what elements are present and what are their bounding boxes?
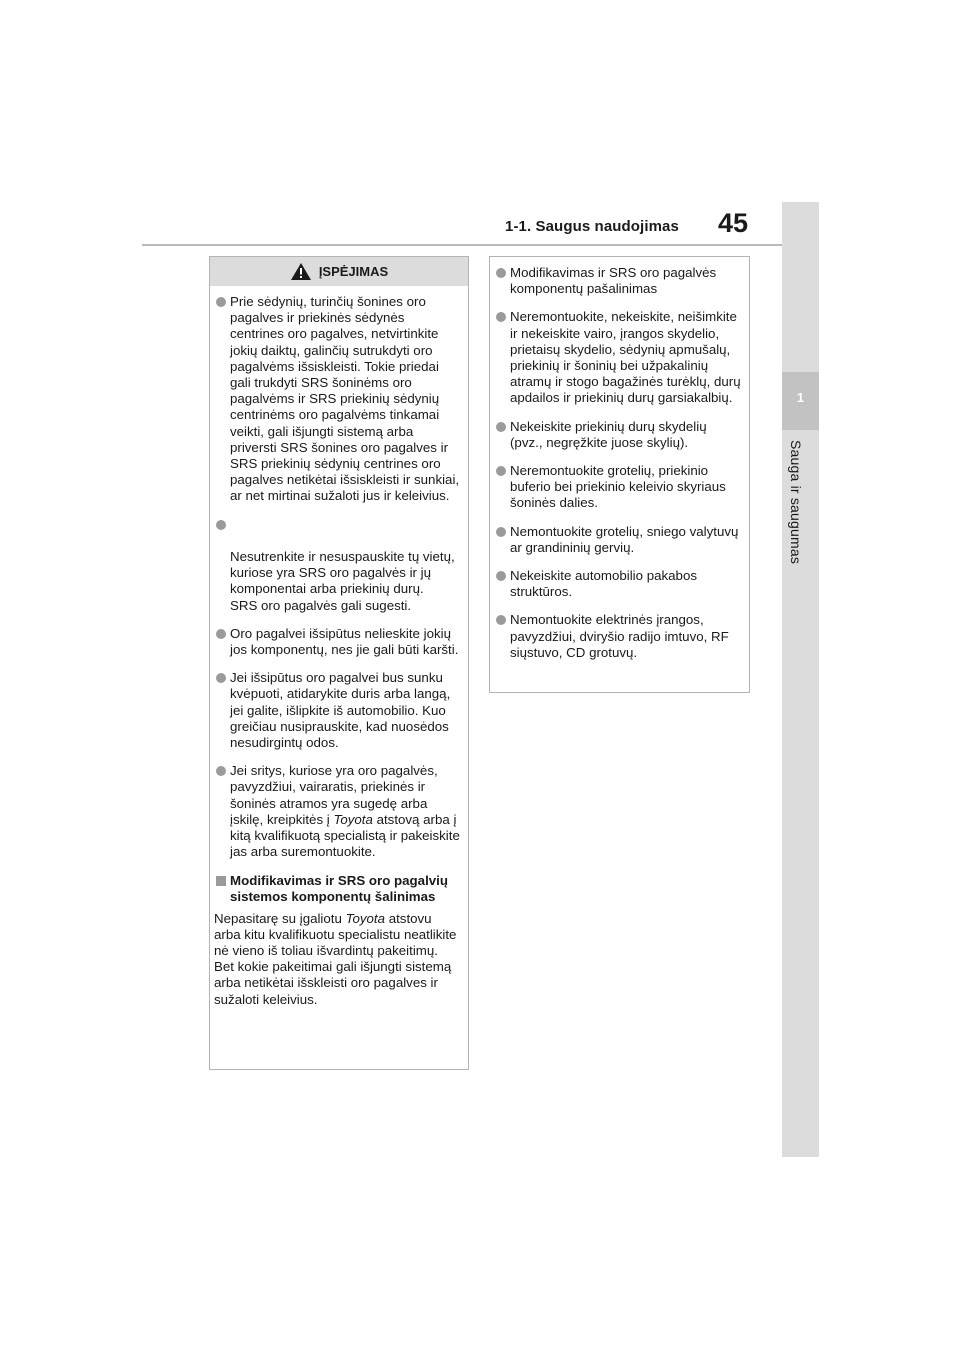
bullet-dot-icon bbox=[496, 615, 506, 625]
list-item bbox=[494, 265, 741, 297]
paragraph-text: Nepasitarę su įgaliotu bbox=[214, 910, 346, 926]
list-item-text: Nesutrenkite ir nesuspauskite tų vietų, kuriose yra SRS oro pagalvės ir jų komponentai arba priekinių durų. SRS oro pagalvės gali sugesti. bbox=[230, 549, 455, 613]
list-item bbox=[214, 626, 460, 658]
list-item bbox=[214, 763, 460, 860]
page-number: 45 bbox=[718, 208, 749, 238]
bullet-dot-icon bbox=[216, 629, 226, 639]
list-item bbox=[214, 294, 460, 505]
brand-name: Toyota bbox=[333, 811, 373, 827]
list-item bbox=[214, 670, 460, 751]
list-item bbox=[494, 612, 741, 661]
paragraph-text: atstovu arba kitu kvalifikuotu specialistu neatlikite nė vieno iš toliau išvardintų pakeitimų. Bet kokie pakeitimai gali išjungti sistemą arba netikėtai išskleisti oro pagalves ir sužaloti keleivius. bbox=[214, 910, 457, 1007]
brand-name: Toyota bbox=[345, 910, 386, 926]
bullet-dot-icon bbox=[496, 268, 506, 278]
list-item-text: Modifikavimas ir SRS oro pagalvės komponentų pašalinimas bbox=[510, 265, 717, 297]
bullet-dot-icon bbox=[496, 466, 506, 476]
bullet-dot-icon bbox=[216, 520, 226, 530]
list-item bbox=[494, 309, 741, 406]
list-item bbox=[494, 463, 741, 512]
list-item-text: Jei išsipūtus oro pagalvei bus sunku kvėpuoti, atidarykite duris arba langą, jei galite, išlipkite iš automobilio. Kuo greičiau nusiprauskite, kad nuosėdos nesudirgintų odos. bbox=[230, 670, 451, 751]
list-item-text: Neremontuokite grotelių, priekinio buferio bei priekinio keleivio skyriaus šoninės dalies. bbox=[510, 463, 726, 511]
list-item bbox=[214, 517, 460, 614]
list-item bbox=[494, 568, 741, 600]
warning-label: ĮSPĖJIMAS bbox=[318, 264, 389, 279]
bullet-dot-icon bbox=[216, 673, 226, 683]
bullet-dot-icon bbox=[496, 527, 506, 537]
list-item bbox=[494, 524, 741, 556]
chapter-title: Sauga ir saugumas bbox=[788, 440, 804, 565]
list-item-text: Nekeiskite priekinių durų skydelių (pvz., negręžkite juose skylių). bbox=[510, 418, 707, 450]
chapter-side-tab bbox=[782, 202, 819, 1157]
bullet-dot-icon bbox=[496, 422, 506, 432]
section-heading bbox=[214, 873, 460, 905]
warning-box-right bbox=[489, 256, 750, 693]
list-item-text: Neremontuokite, nekeiskite, neišimkite ir nekeiskite vairo, įrangos skydelio, prietaisų skydelio, sėdynių apmušalų, priekinių ir šoninių bei užpakalinių atramų ir stogo bagažinės turėklų, durų apdailos ir priekinių durų garsiakalbių. bbox=[510, 309, 741, 406]
warning-box-left bbox=[209, 256, 469, 1070]
list-item bbox=[494, 419, 741, 451]
section-paragraph bbox=[214, 911, 460, 1008]
square-bullet-icon bbox=[216, 876, 226, 886]
list-item-text: Jei sritys, kuriose yra oro pagalvės, pavyzdžiui, vairaratis, priekinės ir šoninės atramos yra sugedę arba įskilę, kreipkitės į bbox=[230, 763, 438, 827]
header-divider bbox=[142, 244, 782, 246]
bullet-dot-icon bbox=[496, 312, 506, 322]
bullet-dot-icon bbox=[496, 571, 506, 581]
chapter-number: 1 bbox=[796, 390, 805, 405]
bullet-dot-icon bbox=[216, 766, 226, 776]
warning-header bbox=[210, 257, 468, 286]
bullet-dot-icon bbox=[216, 297, 226, 307]
list-item-text: Nemontuokite grotelių, sniego valytuvų ar grandininių gervių. bbox=[510, 523, 739, 555]
list-item-text: Oro pagalvei išsipūtus nelieskite jokių jos komponentų, nes jie gali būti karšti. bbox=[230, 625, 459, 658]
list-item-text: Prie sėdynių, turinčių šonines oro pagalves ir priekinės sėdynės centrines oro pagalves, netvirtinkite jokių daiktų, galinčių sutrukdyti oro pagalvėms išsiskleisti. Tokie priedai gali trukdyti SRS šoninėms oro pagalvėms ir SRS priekinių sėdynių centrinėms oro pagalvėms tinkamai veikti, gali išjungti sistemą arba priversti SRS šonines oro pagalves ir SRS priekinių sėdynių centrines oro pagalves netikėtai išsiskleisti ir sunkiai, ar net mirtinai sužaloti jus ir keleivius. bbox=[230, 294, 460, 504]
section-heading-text: Modifikavimas ir SRS oro pagalvių sistemos komponentų šalinimas bbox=[230, 872, 448, 904]
warning-triangle-icon bbox=[290, 262, 312, 281]
list-item-text: Nekeiskite automobilio pakabos struktūros. bbox=[510, 568, 698, 600]
list-item-text: Nemontuokite elektrinės įrangos, pavyzdžiui, dviryšio radijo imtuvo, RF siųstuvo, CD grotuvų. bbox=[510, 612, 729, 660]
section-title: 1-1. Saugus naudojimas bbox=[505, 218, 679, 235]
list-item-text: atstovą arba į kitą kvalifikuotą specialistą ir pakeiskite jas arba suremontuokite. bbox=[230, 811, 460, 860]
